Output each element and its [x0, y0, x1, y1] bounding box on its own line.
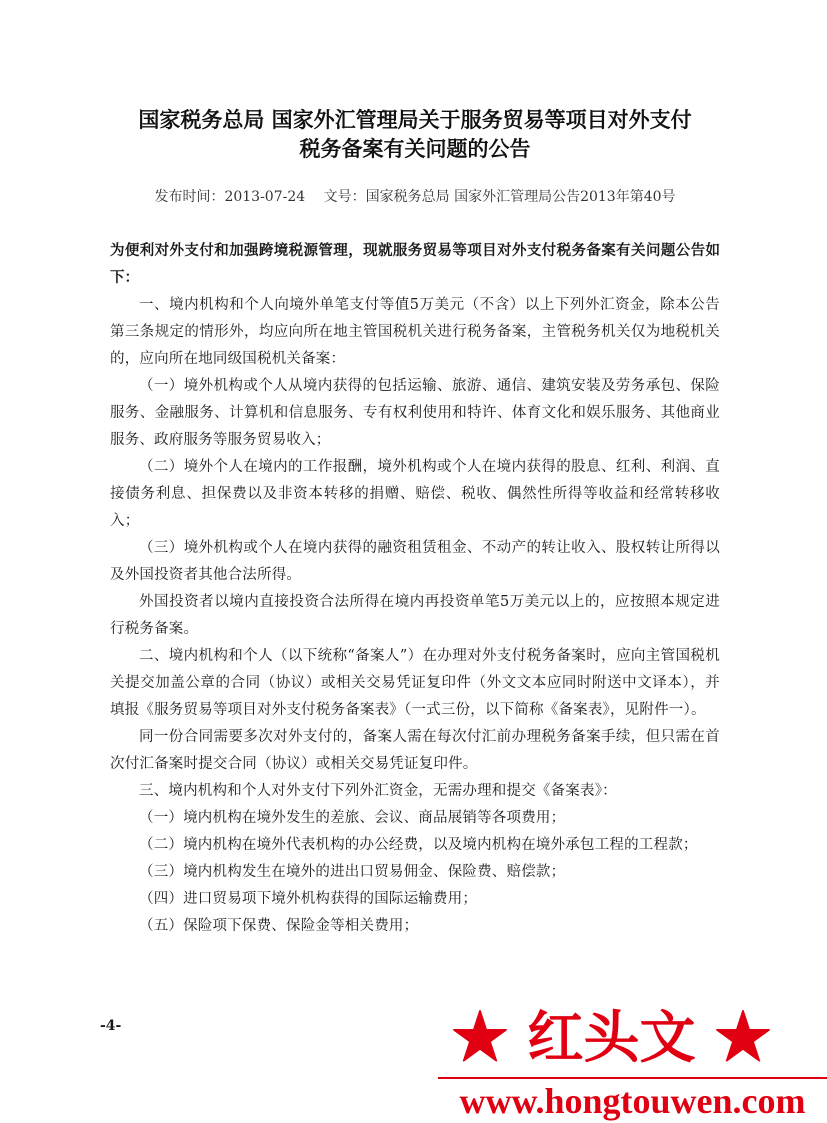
watermark-text: ★ 红头文 ★	[452, 1005, 771, 1071]
document-title	[90, 106, 740, 164]
paragraph: （四）进口贸易项下境外机构获得的国际运输费用；	[139, 891, 478, 907]
paragraph: （一）境内机构在境外发生的差旅、会议、商品展销等各项费用；	[139, 810, 566, 826]
paragraph: 二、境内机构和个人（以下统称“备案人”）在办理对外支付税务备案时，应向主管国税机关提交加盖公章的合同（协议）或相关交易凭证复印件（外文文本应同时附送中文译本），并填报《服务贸易等项目对外支付税务备案表》（一式三份，以下简称《备案表》，见附件一）。	[110, 648, 720, 718]
document-number: 文号：国家税务总局 国家外汇管理局公告2013年第40号	[323, 189, 676, 205]
publish-time: 发布时间：2013-07-24	[154, 189, 306, 205]
paragraph: （三）境外机构或个人在境内获得的融资租赁租金、不动产的转让收入、股权转让所得以及外国投资者其他合法所得。	[110, 540, 720, 583]
document-meta	[100, 186, 730, 206]
paragraph: 三、境内机构和个人对外支付下列外汇资金，无需办理和提交《备案表》：	[139, 783, 617, 799]
paragraph: （二）境内机构在境外代表机构的办公经费，以及境内机构在境外承包工程的工程款；	[139, 837, 698, 853]
title-line-1: 国家税务总局 国家外汇管理局关于服务贸易等项目对外支付	[138, 108, 692, 132]
paragraph: （二）境外个人在境内的工作报酬，境外机构或个人在境内获得的股息、红利、利润、直接债务利息、担保费以及非资本转移的捐赠、赔偿、税收、偶然性所得等收益和经常转移收入；	[110, 459, 720, 529]
watermark-logo	[438, 1000, 827, 1123]
paragraph: （一）境外机构或个人从境内获得的包括运输、旅游、通信、建筑安装及劳务承包、保险服务、金融服务、计算机和信息服务、专有权利使用和特许、体育文化和娱乐服务、其他商业服务、政府服务等服务贸易收入；	[110, 378, 720, 448]
lead-paragraph: 为便利对外支付和加强跨境税源管理，现就服务贸易等项目对外支付税务备案有关问题公告如下：	[110, 243, 720, 286]
title-line-2: 税务备案有关问题的公告	[299, 137, 531, 161]
watermark-divider	[438, 1077, 827, 1079]
paragraph: （三）境内机构发生在境外的进出口贸易佣金、保险费、赔偿款；	[139, 864, 566, 880]
document-body	[110, 292, 720, 940]
paragraph: 外国投资者以境内直接投资合法所得在境内再投资单笔5万美元以上的，应按照本规定进行税务备案。	[110, 594, 720, 637]
paragraph: 同一份合同需要多次对外支付的，备案人需在每次付汇前办理税务备案手续，但只需在首次付汇备案时提交合同（协议）或相关交易凭证复印件。	[110, 729, 720, 772]
watermark-url: www.hongtouwen.com	[459, 1081, 806, 1121]
page-number: -4-	[100, 1018, 122, 1034]
paragraph: （五）保险项下保费、保险金等相关费用；	[139, 918, 419, 934]
paragraph: 一、境内机构和个人向境外单笔支付等值5万美元（不含）以上下列外汇资金，除本公告第三条规定的情形外，均应向所在地主管国税机关进行税务备案，主管税务机关仅为地税机关的，应向所在地同级国税机关备案：	[110, 297, 720, 367]
